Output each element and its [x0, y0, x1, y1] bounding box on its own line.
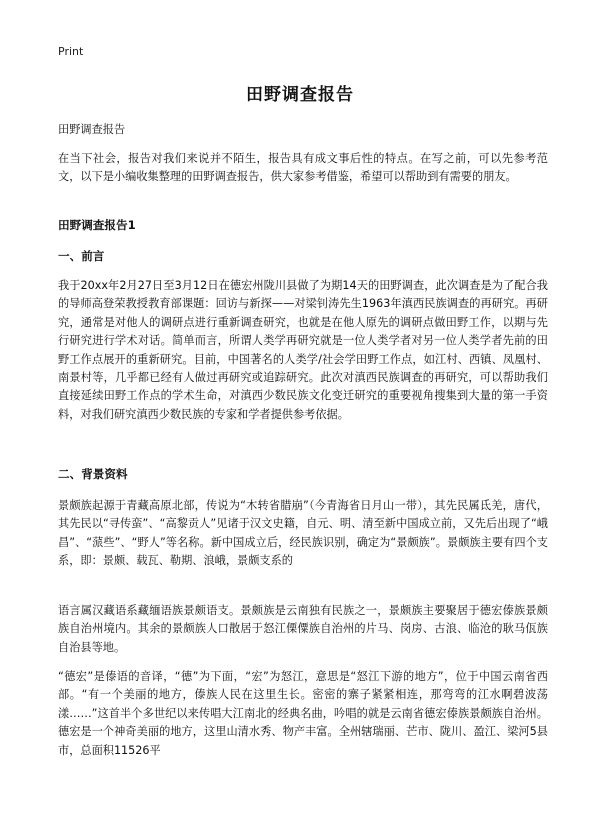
- section2-paragraph-1: 景颇族起源于青藏高原北部，传说为“木转省腊崩”（今青海省日月山一带），其先民属氐羌，唐代，其先民以“寻传蛮”、“高黎贡人”见诸于汉文史籍，自元、明、清至新中国成立前，又先后出现了“峨昌”、“蒎些”、“野人”等名称。新中国成立后，经民族识别，确定为“景颇族”。景颇族主要有四个支系，即：景颇、载瓦、勒期、浪峨，景颇支系的: [58, 499, 548, 568]
- document-subtitle: 田野调查报告: [58, 123, 126, 136]
- section2-paragraph-2: 语言属汉藏语系藏缅语族景颇语支。景颇族是云南独有民族之一，景颇族主要聚居于德宏傣族景颇族自治州境内。其余的景颇族人口散居于怒江傈僳族自治州的片马、岗房、古浪、临沧的耿马佤族自治县等地。: [58, 604, 548, 654]
- print-link[interactable]: Print: [58, 45, 84, 58]
- section2-heading: 二、背景资料: [58, 467, 128, 481]
- document-title: 田野调查报告: [246, 85, 354, 105]
- report-heading: 田野调查报告1: [58, 218, 136, 232]
- section1-paragraph: 我于20xx年2月27日至3月12日在德宏州陇川县做了为期14天的田野调查，此次调查是为了配合我的导师高登荣教授教育部课题：回访与新探——对梁钊涛先生1963年滇西民族调查的再研究。再研究，通常是对他人的调研点进行重新调查研究，也就是在他人原先的调研点做田野工作，以期与先行研究进行学术对话。简单而言，所谓人类学再研究就是一位人类学者对另一位人类学者先前的田野工作点展开的重新研究。目前，中国著名的人类学/社会学田野工作点，如江村、西镇、凤凰村、南景村等，几乎都已经有人做过再研究或追踪研究。此次对滇西民族调查的再研究，可以帮助我们直接延续田野工作点的学术生命，对滇西少数民族文化变迁研究的重要视角搜集到大量的第一手资料，对我们研究滇西少数民族的专家和学者提供参考依据。: [58, 279, 548, 421]
- intro-paragraph: 在当下社会，报告对我们来说并不陌生，报告具有成文事后性的特点。在写之前，可以先参考范文，以下是小编收集整理的田野调查报告，供大家参考借鉴，希望可以帮助到有需要的朋友。: [58, 152, 548, 184]
- section2-paragraph-3: “德宏”是傣语的音译，“德”为下面，“宏”为怒江，意思是“怒江下游的地方”，位于中国云南省西部。“有一个美丽的地方，傣族人民在这里生长。密密的寨子紧紧相连，那弯弯的江水啊碧波荡漾……”这首半个多世纪以来传唱大江南北的经典名曲，吟唱的就是云南省德宏傣族景颇族自治州。德宏是一个神奇美丽的地方，这里山清水秀、物产丰富。全州辖瑞丽、芒市、陇川、盈江、梁河5县市，总面积11526平: [58, 670, 548, 757]
- section1-heading: 一、前言: [58, 249, 105, 263]
